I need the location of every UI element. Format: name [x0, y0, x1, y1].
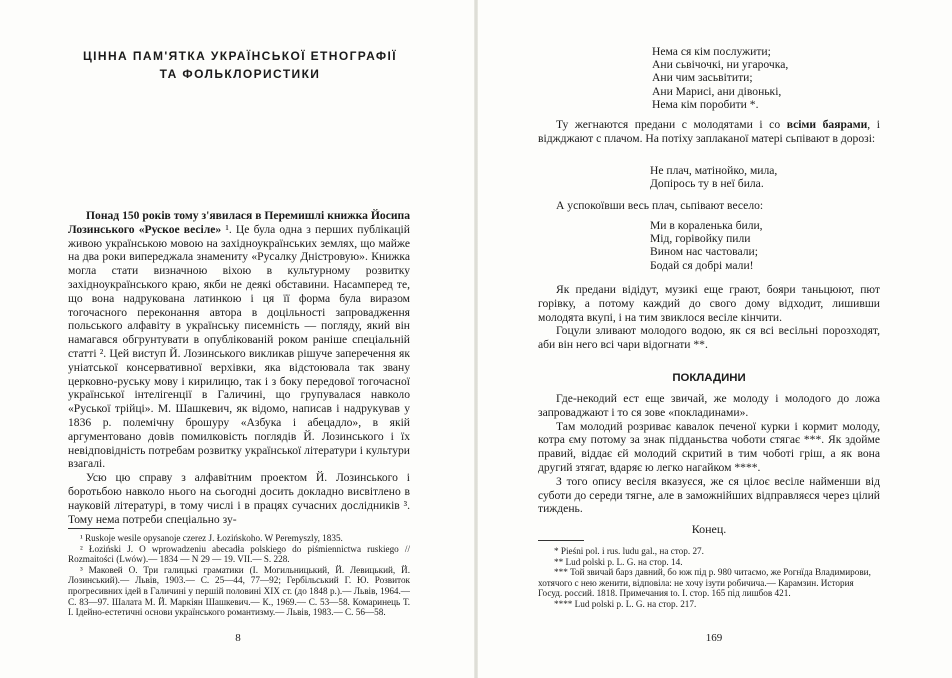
- right-page: [476, 0, 952, 678]
- poem-line: Ми в кораленька били,: [650, 219, 763, 232]
- paragraph: Там молодий розриває кавалок печеної курки і кормит молоду, котра єму потому за знак підданьства чоботи стягає ***. Як здойме правий, віддає єй молодий скритий в тим чоботі гріш, а як вона другий зтягат, вдаряє ю легко нагайком ****.: [538, 419, 880, 474]
- poem-line: Ани Марисі, ани дівонькі,: [652, 84, 782, 98]
- footnote: ³ Маковей О. Три галицькі граматики (І. Могильницький, Й. Левицький, Й. Лозинський).— Львів, 1903.— С. 25—44, 77—92; Гербільський Г. Ю. Розвиток прогресивних ідей в Галичині у першій половині XIX ст. (до 1848 р.).— Львів, 1964.— С. 83—97. Шалата М. Й. Маркіян Шашкевич.— К., 1969.— С. 53—58. Комаринець Т. І. Ідейно-естетичні основи українського романтизму.— Львів, 1983.— С. 56—58.: [68, 564, 410, 618]
- footnote: ** Lud polski p. L. G. на стор. 14.: [554, 556, 683, 567]
- footnote: ¹ Ruskoje wesile opysanoje czerez J. Łozińskoho. W Peremyszly, 1835.: [80, 533, 343, 543]
- paragraph: Гоцули зливают молодого водою, як ся всі весільні порозходят, аби він него всі чари відогнати **.: [538, 324, 880, 352]
- end-mark: Конец.: [691, 522, 727, 536]
- paragraph: Усю цю справу з алфавітним проектом Й. Лозинського і боротьбою навколо нього на сьогодні досить докладно висвітлено в науковій літературі, в тому числі і в працях сучасних дослідників ³. Тому нема потреби спеціально зу-: [68, 471, 410, 526]
- footnotes: [538, 546, 880, 610]
- poem-line: Нема ся кім послужити;: [652, 45, 771, 58]
- footnote: *** Той звичай барз давний, бо юж під р. 980 читаємо, же Рогнїда Владимирови, хотячого с нею женити, відповіла: не хочу ізути робичича.— Карамзин. История Госуд. россий. 1818. Примечания to. I. стор. 165 під лишбов 421.: [538, 567, 871, 599]
- left-body: [68, 209, 410, 526]
- poem-stanza: [652, 45, 788, 111]
- paragraph-block: [538, 199, 880, 213]
- footnote: * Pieśni pol. i rus. ludu gal., на стор. 27.: [554, 546, 704, 556]
- poem-line: Мід, горівойку пили: [650, 232, 751, 246]
- section-heading: ПОКЛАДИНИ: [672, 372, 746, 384]
- paragraph: З того опису весіля вказуєся, же ся цілоє весіле найменши від суботи до середи тягне, але в заможнійших відправляєся через цілий тиждень.: [538, 474, 880, 516]
- poem-stanza: [650, 164, 777, 190]
- paragraph-text: , і віджджают с плачом. На потіху заплаканої матері сьпівают в дорозі:: [538, 118, 880, 145]
- paragraph: А успокоївши весь плач, сьпівают весело:: [556, 199, 764, 212]
- footnote-divider: [538, 540, 584, 541]
- paragraph: Где-некодий ест еще звичай, же молоду і молодого до ложа запроваджают і то ся зове «покладинами».: [538, 392, 880, 419]
- paragraph: Як предани відідут, музикі еще грают, бояри таньцюют, пют горівку, а потому каждий до свого дому відходит, лишивши молодята вкупі, і на тим звиклося весіле кінчити.: [538, 283, 880, 324]
- paragraph-block: [538, 283, 880, 352]
- poem-line: Допірось ту в неї била.: [650, 177, 764, 191]
- page-title: ЦІННА ПАМ'ЯТКА УКРАЇНСЬКОЇ ЕТНОГРАФІЇ: [83, 49, 397, 63]
- page-number: 169: [705, 632, 723, 644]
- paragraph-text: Ту жегнаются предани с молодятами і со: [556, 118, 787, 131]
- poem-line: Бодай ся добрі мали!: [650, 258, 754, 272]
- poem-line: Ани сьвічочкі, ни угарочка,: [652, 58, 789, 72]
- poem-line: Нема кім поробити *.: [652, 97, 759, 111]
- paragraph-block: [538, 118, 880, 146]
- poem-line: Вином нас частовали;: [650, 245, 758, 259]
- paragraph-text: ¹. Це була одна з перших публікацій живою українською мовою на західноукраїнських землях, що майже на два роки випереджала знамениту «Русалку Дністровую». Книжка могла стати визначною віхою в культурному розвитку західноукраїнського краю, якби не деякі обставини. Насамперед те, що вона надрукована латинкою і ця її форма була виразом тогочасного переконання автора в доцільності запровадження польського алфавіту в українську писемність — погляду, який він намагався обгрунтувати в опублікованій роком раніше спеціальній статті ². Цей виступ Й. Лозинського викликав рішуче заперечення як уніатської консервативної верхівки, яка відстоювала так звану церковно-руську мову і кирилицю, так і з боку передової тогочасної української інтелігенції в Галичині, що групувалася навколо «Руської трійці». М. Шашкевич, як відомо, написав і надрукував у 1836 р. полемічну брошуру «Азбука і абецадло», в якій аргументовано довів помилковість поглядів Й. Лозинського і їх невідповідність потребам розвитку української літератури і культури взагалі.: [68, 222, 410, 471]
- footnote: **** Lud polski p. L. G. на стор. 217.: [554, 598, 697, 609]
- paragraph-lead: Понад 150 років тому з'явилася в Перемишлі книжка Йосипа Лозинського «Руское весіле»: [68, 209, 410, 236]
- poem-line: Ани чим засьвітити;: [652, 71, 753, 85]
- page-number: 8: [235, 632, 241, 644]
- paragraph: [68, 209, 410, 471]
- paragraph: [538, 118, 880, 146]
- footnote-divider: [68, 528, 114, 529]
- poem-line: Не плач, матінойко, мила,: [650, 164, 778, 177]
- footnotes: [68, 533, 410, 618]
- paragraph-emphasis: всіми баярами: [786, 118, 868, 131]
- poem-stanza: [650, 219, 763, 272]
- page-subtitle: ТА ФОЛЬКЛОРИСТИКИ: [159, 67, 321, 81]
- footnote: ² Łoziński J. O wprowadzeniu abecadła polskiego do piśmiennictwa ruskiego // Rozmaitości (Lwów).— 1834 — N 29 — 19. VII.— S. 228.: [68, 543, 410, 565]
- paragraph-block: [538, 392, 880, 516]
